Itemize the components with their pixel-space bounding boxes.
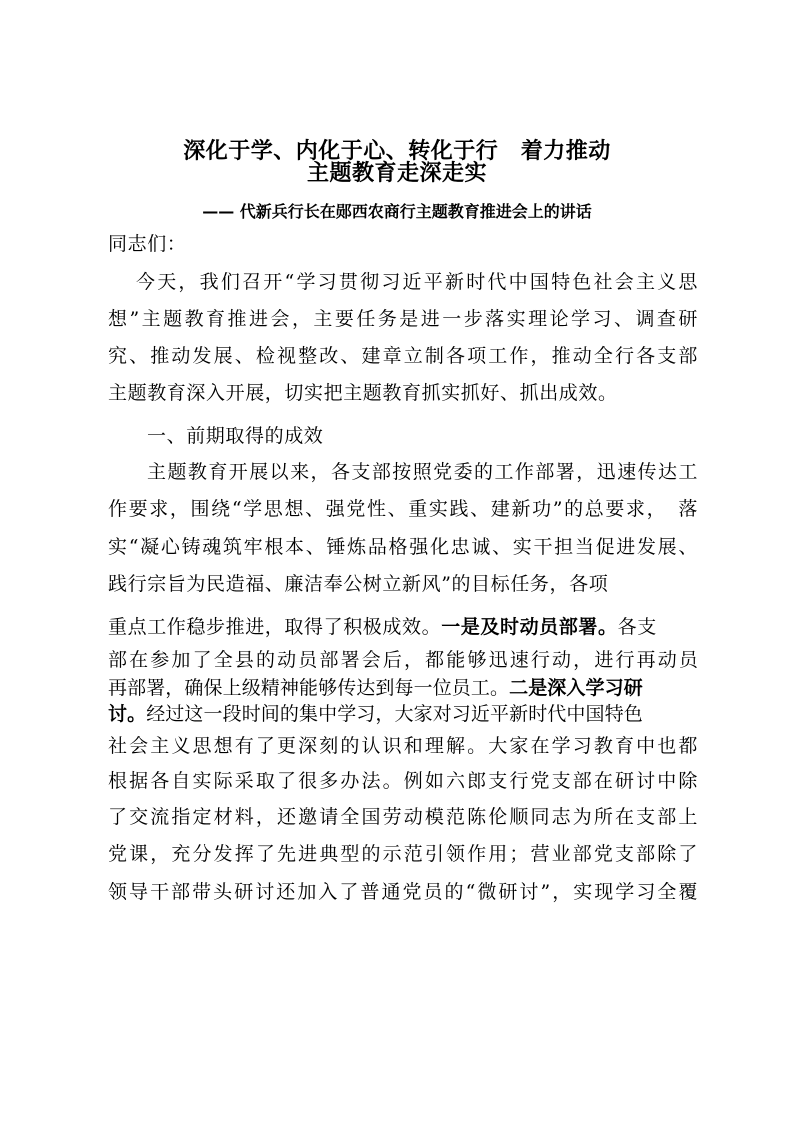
paragraph-line: 实“凝心铸魂筑牢根本、锤炼品格强化忠诚、实干担当促进发展、 [108,536,698,558]
paragraph-line [108,701,698,727]
paragraph-line: 根据各自实际采取了很多办法。例如六郎支行党支部在研讨中除 [108,770,698,792]
paragraph-line: 主题教育开展以来，各支部按照党委的工作部署，迅速传达工 [147,461,698,483]
salutation: 同志们： [108,233,187,255]
paragraph-line: 想”主题教育推进会，主要任务是进一步落实理论学习、调查研 [108,308,698,330]
section-heading: 一、前期取得的成效 [147,425,324,447]
bold-point-label: 一是及时动员部署。 [441,616,618,638]
paragraph-line: 究、推动发展、检视整改、建章立制各项工作，推动全行各支部 [108,345,698,367]
paragraph-line: 今天，我们召开“学习贯彻习近平新时代中国特色社会主义思 [136,271,698,293]
paragraph-line [108,614,698,640]
text-run: 经过这一段时间的集中学习，大家对习近平新时代中国特色 [146,703,643,725]
text-run: 重点工作稳步推进，取得了积极成效。 [108,616,442,638]
paragraph-line: 部在参加了全县的动员部署会后，都能够迅速行动，进行再动员 [108,649,698,671]
paragraph-line: 了交流指定材料，还邀请全国劳动模范陈伦顺同志为所在支部上 [108,806,698,828]
document-subtitle: —— 代新兵行长在郧西农商行主题教育推进会上的讲话 [202,202,592,221]
bold-point-label: 讨。 [108,703,147,725]
paragraph-line [108,675,698,701]
text-run: 各支 [617,616,657,638]
bold-point-label: 二是深入学习研 [509,677,643,699]
paragraph-line: 社会主义思想有了更深刻的认识和理解。大家在学习教育中也都 [108,735,698,757]
document-title-line-1: 深化于学、内化于心、转化于行 着力推动 [183,139,611,164]
paragraph-line: 作要求，围绕“学思想、强党性、重实践、建新功”的总要求， 落 [108,498,698,520]
paragraph-line: 践行宗旨为民造福、廉洁奉公树立新风”的目标任务，各项 [108,573,609,595]
paragraph-line: 主题教育深入开展，切实把主题教育抓实抓好、抓出成效。 [108,382,618,404]
paragraph-line: 党课，充分发挥了先进典型的示范引领作用；营业部党支部除了 [108,843,698,865]
text-run: 再部署，确保上级精神能够传达到每一位员工。 [108,677,510,699]
paragraph-line: 领导干部带头研讨还加入了普通党员的“微研讨”，实现学习全覆 [108,881,698,903]
document-title-line-2: 主题教育走深走实 [306,161,487,186]
